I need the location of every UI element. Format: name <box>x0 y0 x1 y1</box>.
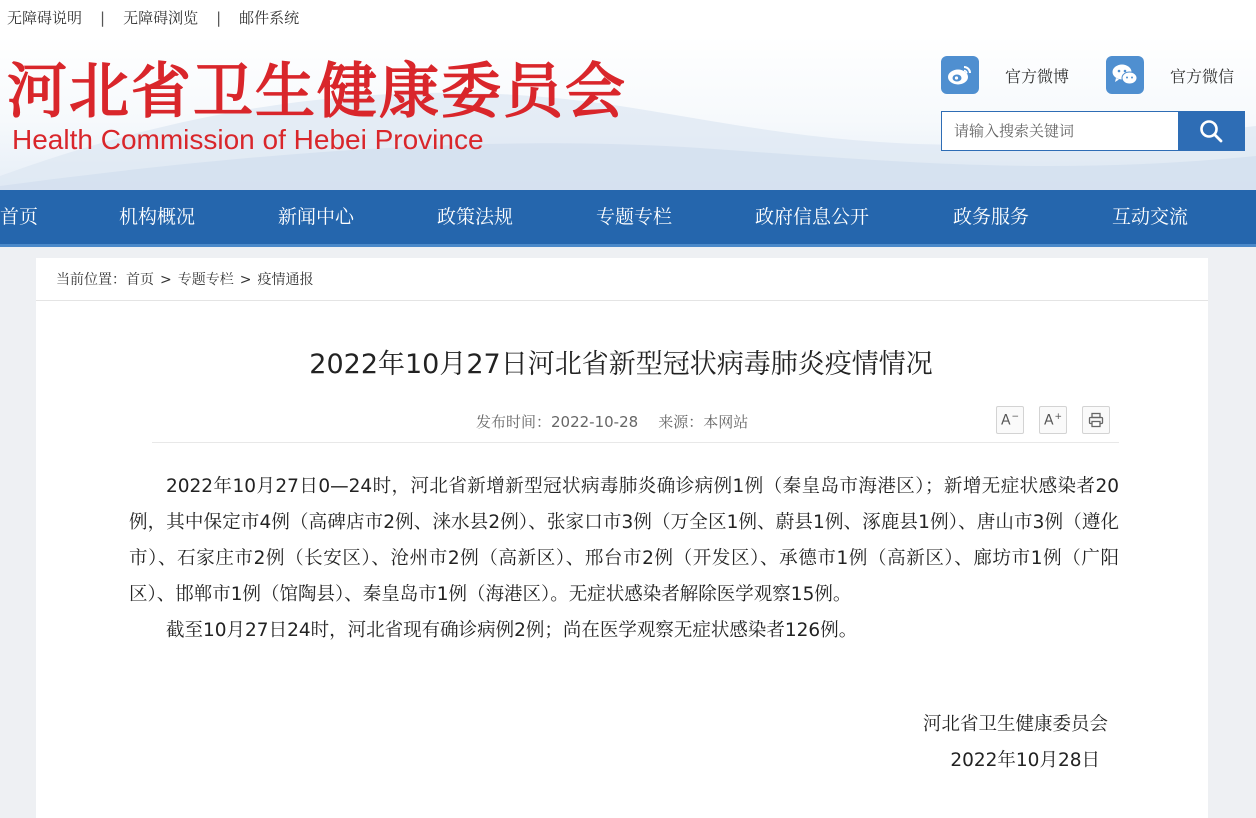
nav-item-news[interactable]: 新闻中心 <box>278 206 355 228</box>
accessibility-info-link[interactable]: 无障碍说明 <box>7 9 83 27</box>
weibo-icon <box>941 56 979 94</box>
wechat-label: 官方微信 <box>1170 66 1235 86</box>
separator: | <box>216 8 222 27</box>
publish-time: 发布时间：2022-10-28 <box>476 413 639 431</box>
separator: | <box>100 8 106 27</box>
print-icon <box>1088 412 1104 428</box>
search-icon <box>1199 119 1223 143</box>
nav-item-home[interactable]: 首页 <box>0 206 39 228</box>
font-increase-button[interactable] <box>1039 406 1067 434</box>
mail-system-link[interactable]: 邮件系统 <box>239 9 300 27</box>
divider <box>152 442 1119 443</box>
print-button[interactable] <box>1082 406 1110 434</box>
wechat-link[interactable] <box>1106 56 1234 94</box>
search-box <box>941 111 1245 151</box>
accessible-browse-link[interactable]: 无障碍浏览 <box>123 9 199 27</box>
article-sign-date: 2022年10月28日 <box>950 750 1100 771</box>
article-signature: 河北省卫生健康委员会 <box>922 714 1108 735</box>
breadcrumb-separator: > <box>160 272 172 288</box>
site-header <box>0 36 1256 190</box>
nav-item-services[interactable]: 政务服务 <box>953 206 1030 228</box>
breadcrumb-epidemic[interactable]: 疫情通报 <box>257 272 314 288</box>
article-paragraph: 截至10月27日24时，河北省现有确诊病例2例；尚在医学观察无症状感染者126例。 <box>166 620 858 641</box>
breadcrumb-separator: > <box>239 272 252 288</box>
top-utility-bar <box>0 0 1256 36</box>
article-meta <box>476 411 748 432</box>
nav-item-gov-info[interactable]: 政府信息公开 <box>755 206 870 228</box>
breadcrumb-prefix: 当前位置： <box>56 272 126 288</box>
utility-links <box>7 7 299 28</box>
font-increase-icon: A+ <box>1043 411 1063 429</box>
font-decrease-icon: A− <box>1000 411 1020 429</box>
font-decrease-button[interactable] <box>996 406 1024 434</box>
weibo-label: 官方微博 <box>1005 66 1070 86</box>
article-source: 来源：本网站 <box>658 413 749 431</box>
article-card <box>36 258 1208 818</box>
site-logo-chinese[interactable]: 河北省卫生健康委员会 <box>7 57 627 127</box>
divider <box>36 300 1208 301</box>
nav-item-interaction[interactable]: 互动交流 <box>1112 206 1189 228</box>
article-title: 2022年10月27日河北省新型冠状病毒肺炎疫情情况 <box>309 349 933 380</box>
nav-item-about[interactable]: 机构概况 <box>119 206 196 228</box>
breadcrumb <box>56 269 313 289</box>
breadcrumb-topics[interactable]: 专题专栏 <box>177 272 234 288</box>
wechat-icon <box>1106 56 1144 94</box>
nav-item-topics[interactable]: 专题专栏 <box>596 206 673 228</box>
search-button[interactable] <box>1178 112 1244 150</box>
breadcrumb-home[interactable]: 首页 <box>126 272 154 288</box>
article-paragraph: 2022年10月27日0—24时，河北省新增新型冠状病毒肺炎确诊病例1例（秦皇岛市海港区）；新增无症状感染者20例，其中保定市4例（高碑店市2例、涞水县2例）、张家口市3例（万全区1例、蔚县1例、涿鹿县1例）、唐山市3例（遵化市）、石家庄市2例（长安区）、沧州市2例（高新区）、邢台市2例（开发区）、承德市1例（高新区）、廊坊市1例（广阳区）、邯郸市1例（馆陶县）、秦皇岛市1例（海港区）。无症状感染者解除医学观察15例。 <box>129 476 1119 605</box>
main-nav <box>0 190 1256 247</box>
article-body <box>129 469 1119 649</box>
nav-item-policy[interactable]: 政策法规 <box>437 206 514 228</box>
search-input[interactable] <box>942 112 1178 150</box>
weibo-link[interactable] <box>941 56 1069 94</box>
site-logo-english[interactable]: Health Commission of Hebei Province <box>12 124 484 155</box>
